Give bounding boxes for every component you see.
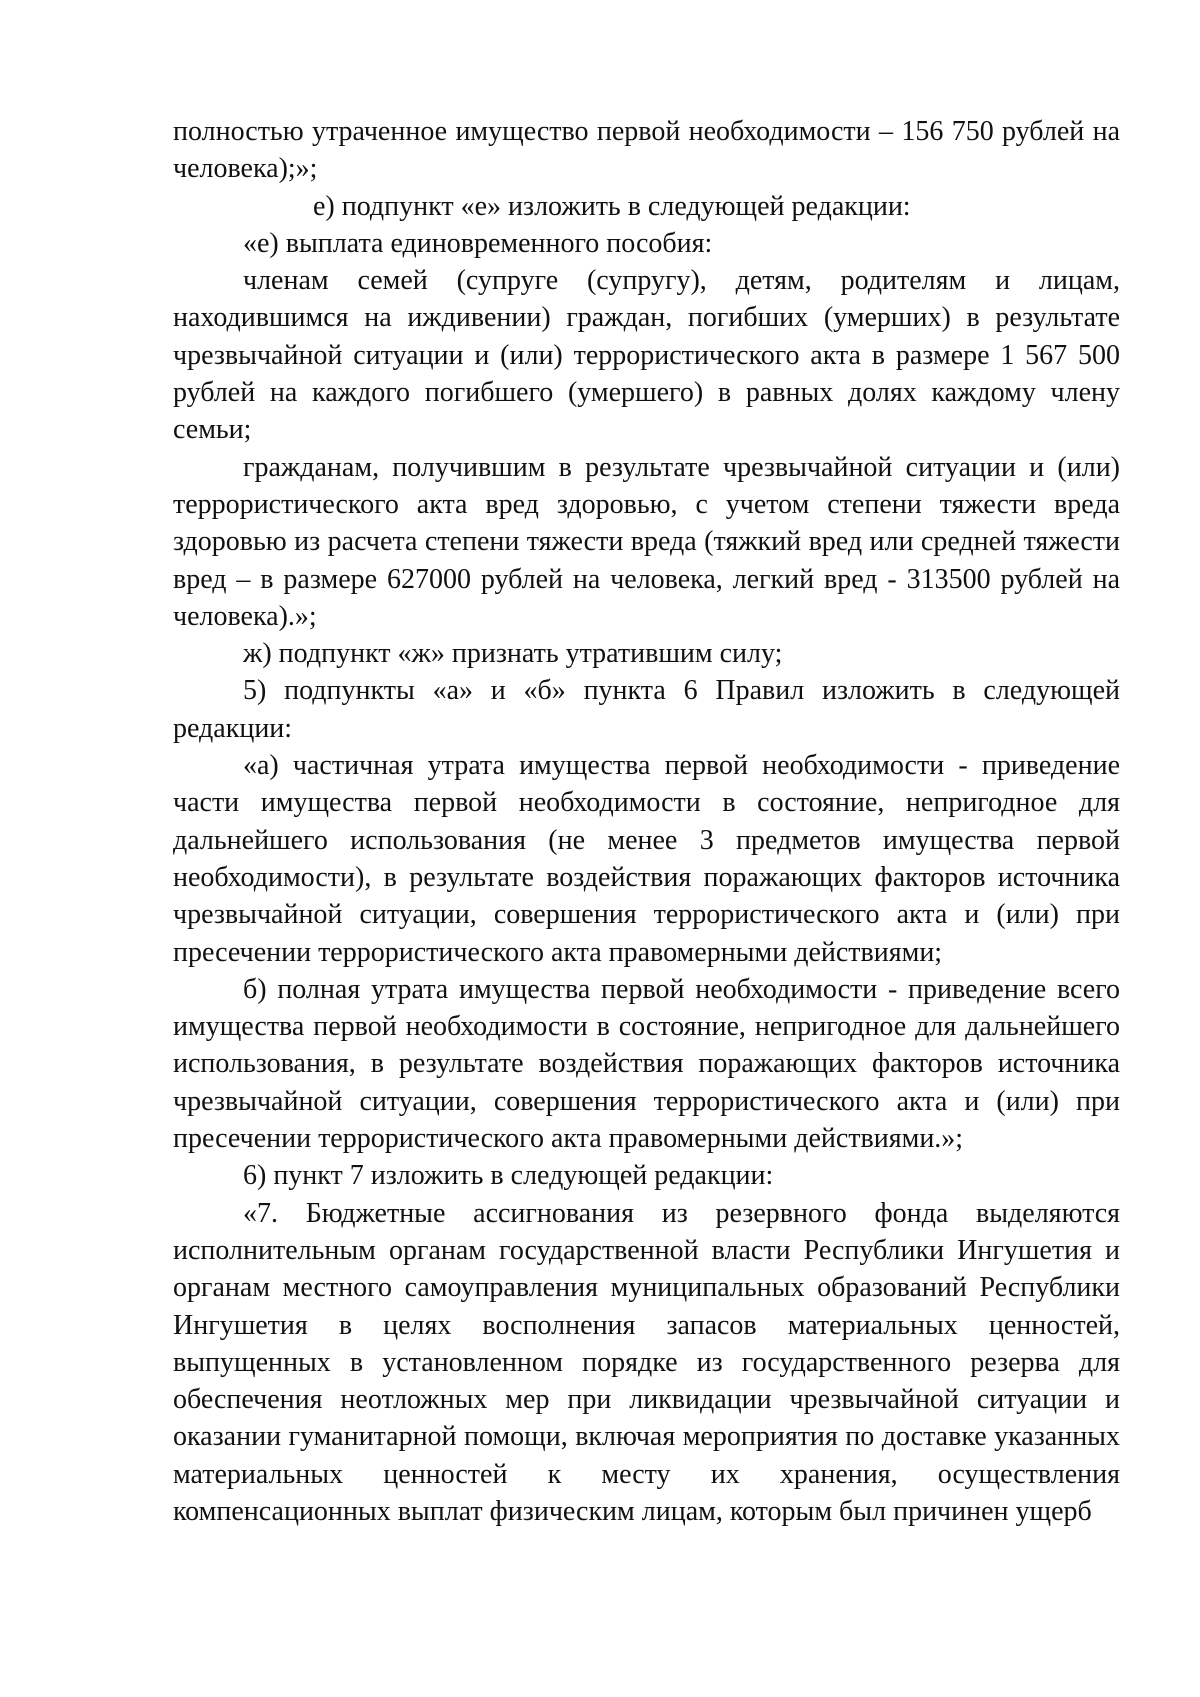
- document-page: [173, 113, 1120, 1530]
- paragraph-family-members: членам семей (супруге (супругу), детям, родителям и лицам, находившимся на иждивении) граждан, погибших (умерших) в результате чрезвычайной ситуации и (или) террористического акта в размере 1 567 500 рублей на каждого погибшего (умершего) в равных долях каждому члену семьи;: [173, 265, 1120, 446]
- paragraph-item-7-quote: «7. Бюджетные ассигнования из резервного фонда выделяются исполнительным органам государственной власти Республики Ингушетия и органам местного самоуправления муниципальных образований Республики Ингушетия в целях восполнения запасов материальных ценностей, выпущенных в установленном порядке из государственного резерва для обеспечения неотложных мер при ликвидации чрезвычайной ситуации и оказании гуманитарной помощи, включая мероприятия по доставке указанных материальных ценностей к месту их хранения, осуществления компенсационных выплат физическим лицам, которым был причинен ущерб: [173, 1197, 1120, 1527]
- paragraph-item-6: 6) пункт 7 изложить в следующей редакции:: [243, 1160, 774, 1192]
- paragraph-subitem-e: е) подпункт «е» изложить в следующей редакции:: [313, 190, 911, 222]
- paragraph-continuation: полностью утраченное имущество первой необходимости – 156 750 рублей на человека);»;: [173, 116, 1120, 185]
- paragraph-item-5: 5) подпункты «а» и «б» пункта 6 Правил изложить в следующей редакции:: [173, 675, 1120, 744]
- paragraph-quote-e: «е) выплата единовременного пособия:: [243, 227, 713, 259]
- paragraph-full-loss: б) полная утрата имущества первой необходимости - приведение всего имущества первой необходимости в состояние, непригодное для дальнейшего использования, в результате воздействия поражающих факторов источника чрезвычайной ситуации, совершения террористического акта и (или) при пресечении террористического акта правомерными действиями.»;: [173, 973, 1120, 1155]
- paragraph-health-damage: гражданам, получившим в результате чрезвычайной ситуации и (или) террористического акта вред здоровью, с учетом степени тяжести вреда здоровью из расчета степени тяжести вреда (тяжкий вред или средней тяжести вред – в размере 627000 рублей на человека, легкий вред - 313500 рублей на человека).»;: [173, 451, 1120, 632]
- paragraph-subitem-zh: ж) подпункт «ж» признать утратившим силу;: [243, 638, 783, 670]
- paragraph-partial-loss: «а) частичная утрата имущества первой необходимости - приведение части имущества первой необходимости в состояние, непригодное для дальнейшего использования (не менее 3 предметов имущества первой необходимости), в результате воздействия поражающих факторов источника чрезвычайной ситуации, совершения террористического акта и (или) при пресечении террористического акта правомерными действиями;: [173, 750, 1120, 968]
